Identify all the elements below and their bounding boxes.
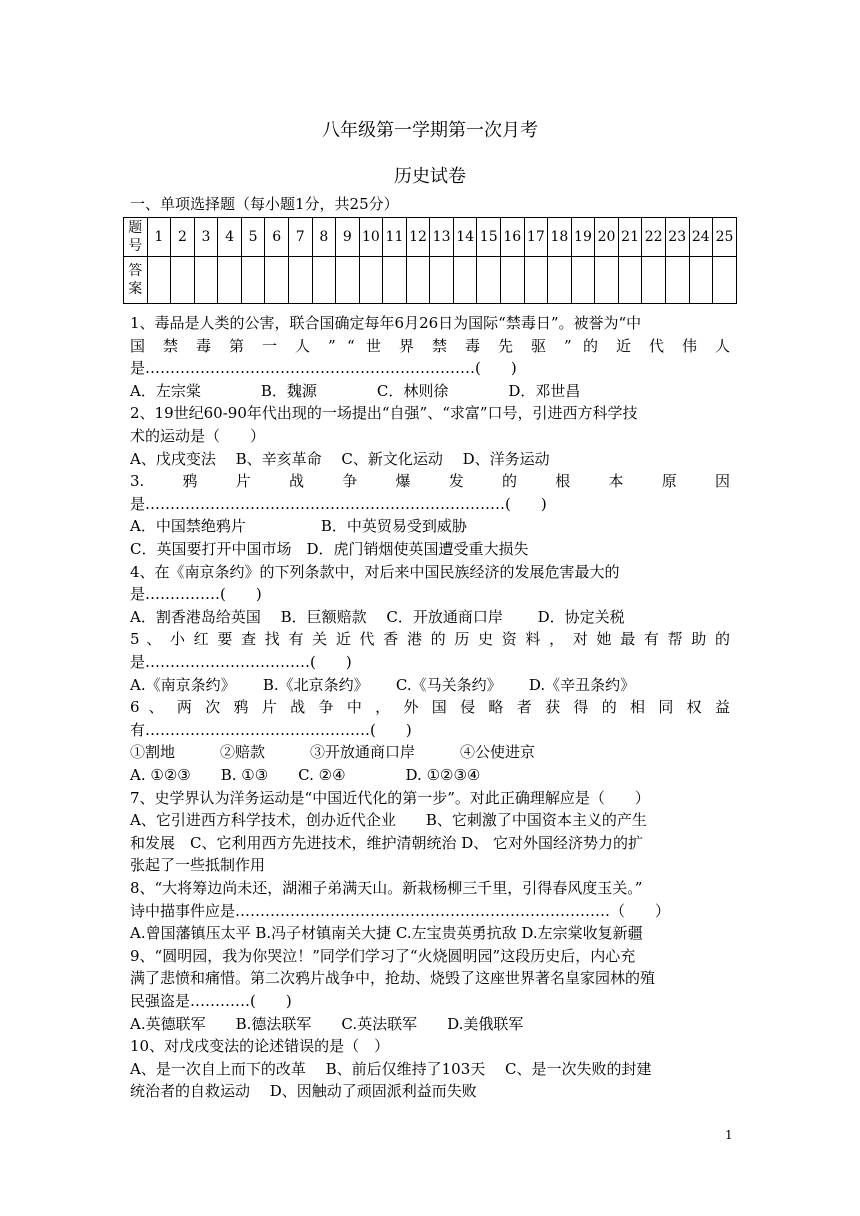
question-line: 术的运动是（ ） bbox=[130, 427, 266, 445]
question-line: A．中国禁绝鸦片 B．中英贸易受到威胁 bbox=[130, 517, 467, 536]
question-line: 民强盗是…………( ) bbox=[130, 992, 292, 1010]
answer-cell[interactable] bbox=[359, 257, 383, 304]
answer-table-answer-row bbox=[124, 257, 737, 304]
question-line: ①割地 ②赔款 ③开放通商口岸 ④公使进京 bbox=[130, 743, 536, 762]
question-number-cell: 3 bbox=[194, 218, 218, 257]
question-line: 张起了一些抵制作用 bbox=[130, 856, 266, 875]
answer-cell[interactable] bbox=[501, 257, 525, 304]
answer-cell[interactable] bbox=[642, 257, 666, 304]
question-number-cell: 12 bbox=[406, 218, 430, 257]
question-number-cell: 19 bbox=[571, 218, 595, 257]
answer-table-number-row bbox=[124, 218, 737, 257]
question-line: 诗中描事件应是…………………………………………………………………（ ） bbox=[130, 901, 671, 920]
section-heading: 一、单项选择题（每小题1分，共25分） bbox=[130, 195, 399, 213]
question-line: 国 禁 毒 第 一 人 ” “ 世 界 禁 毒 先 驱 ” 的 近 代 伟 人 bbox=[130, 336, 730, 355]
answer-cell[interactable] bbox=[383, 257, 407, 304]
question-number-cell: 15 bbox=[477, 218, 501, 257]
question-line: 是………………………………………………………………( ) bbox=[130, 494, 547, 513]
page-title: 八年级第一学期第一次月考 bbox=[322, 120, 538, 141]
question-number-cell: 10 bbox=[359, 218, 383, 257]
question-line: 9、“圆明园，我为你哭泣！”同学们学习了“火烧圆明园”这段历史后，内心充 bbox=[130, 946, 636, 965]
answer-cell[interactable] bbox=[288, 257, 312, 304]
question-number-cell: 22 bbox=[642, 218, 666, 257]
answer-cell[interactable] bbox=[430, 257, 454, 304]
page-subtitle: 历史试卷 bbox=[394, 166, 466, 187]
answer-cell[interactable] bbox=[406, 257, 430, 304]
question-number-cell: 6 bbox=[265, 218, 289, 257]
answer-cell[interactable] bbox=[218, 257, 242, 304]
answer-table-header-cell: 题号 bbox=[124, 218, 148, 257]
question-line: 3. 鸦 片 战 争 爆 发 的 根 本 原 因 bbox=[130, 472, 730, 491]
question-number-cell: 13 bbox=[430, 218, 454, 257]
answer-cell[interactable] bbox=[571, 257, 595, 304]
page-number: 1 bbox=[725, 1128, 733, 1142]
question-number-cell: 5 bbox=[241, 218, 265, 257]
question-number-cell: 16 bbox=[501, 218, 525, 257]
question-number-cell: 2 bbox=[171, 218, 195, 257]
question-line: 6 、 两 次 鸦 片 战 争 中 ， 外 国 侵 略 者 获 得 的 相 同 权 益 bbox=[130, 698, 730, 717]
question-line: 5 、 小 红 要 查 找 有 关 近 代 香 港 的 历 史 资 料 ， 对 她 最 有 帮 助 的 bbox=[130, 630, 730, 649]
question-line: A. ①②③ B. ①③ C. ②④ D. ①②③④ bbox=[130, 766, 481, 784]
question-number-cell: 25 bbox=[713, 218, 737, 257]
question-line: 8、“大将筹边尚未还，湖湘子弟满天山。新栽杨柳三千里，引得春风度玉关。” bbox=[130, 879, 643, 897]
question-line: A.英德联军 B.德法联军 C.英法联军 D.美俄联军 bbox=[130, 1014, 524, 1033]
answer-cell[interactable] bbox=[241, 257, 265, 304]
question-line: C．英国要打开中国市场 D．虎门销烟使英国遭受重大损失 bbox=[130, 540, 529, 558]
question-number-cell: 21 bbox=[618, 218, 642, 257]
answer-cell[interactable] bbox=[265, 257, 289, 304]
question-line: 有………………………………………( ) bbox=[130, 720, 412, 739]
question-line: A.《南京条约》 B.《北京条约》 C.《马关条约》 D.《辛丑条约》 bbox=[130, 675, 636, 694]
answer-cell[interactable] bbox=[689, 257, 713, 304]
question-line: 和发展 C、它利用西方先进技术，维护清朝统治 D、 它对外国经济势力的扩 bbox=[130, 833, 644, 852]
question-line: 1、毒品是人类的公害，联合国确定每年6月26日为国际“禁毒日”。被誉为“中 bbox=[130, 314, 642, 332]
question-line: A、它引进西方科学技术，创办近代企业 B、它刺激了中国资本主义的产生 bbox=[130, 811, 647, 830]
question-number-cell: 18 bbox=[548, 218, 572, 257]
answer-cell[interactable] bbox=[147, 257, 171, 304]
question-line: 是……………………………( ) bbox=[130, 653, 352, 671]
answer-cell[interactable] bbox=[477, 257, 501, 304]
question-line: 统治者的自救运动 D、因触动了顽固派利益而失败 bbox=[130, 1082, 477, 1101]
question-number-cell: 1 bbox=[147, 218, 171, 257]
answer-table-header-cell: 答案 bbox=[124, 257, 148, 304]
question-number-cell: 11 bbox=[383, 218, 407, 257]
question-line: A、是一次自上而下的改革 B、前后仅维持了103天 C、是一次失败的封建 bbox=[130, 1059, 652, 1078]
question-line: A．左宗棠 B．魏源 C．林则徐 D．邓世昌 bbox=[130, 381, 581, 400]
question-line: A.曾国藩镇压太平 B.冯子材镇南关大捷 C.左宝贵英勇抗敌 D.左宗棠收复新疆 bbox=[130, 924, 643, 943]
answer-table bbox=[123, 217, 737, 304]
answer-cell[interactable] bbox=[595, 257, 619, 304]
question-number-cell: 20 bbox=[595, 218, 619, 257]
question-number-cell: 17 bbox=[524, 218, 548, 257]
question-line: 2、19世纪60-90年代出现的一场提出“自强”、“求富”口号，引进西方科学技 bbox=[130, 404, 638, 423]
question-number-cell: 9 bbox=[336, 218, 360, 257]
question-number-cell: 23 bbox=[665, 218, 689, 257]
question-line: 是…………………………………………………………( ) bbox=[130, 359, 517, 378]
question-number-cell: 7 bbox=[288, 218, 312, 257]
question-number-cell: 4 bbox=[218, 218, 242, 257]
answer-cell[interactable] bbox=[194, 257, 218, 304]
question-line: A．割香港岛给英国 B．巨额赔款 C．开放通商口岸 D．协定关税 bbox=[130, 607, 625, 626]
answer-cell[interactable] bbox=[336, 257, 360, 304]
question-number-cell: 24 bbox=[689, 218, 713, 257]
question-line: 是……………( ) bbox=[130, 585, 262, 604]
answer-cell[interactable] bbox=[713, 257, 737, 304]
answer-cell[interactable] bbox=[665, 257, 689, 304]
question-number-cell: 8 bbox=[312, 218, 336, 257]
answer-cell[interactable] bbox=[312, 257, 336, 304]
question-number-cell: 14 bbox=[453, 218, 477, 257]
answer-cell[interactable] bbox=[171, 257, 195, 304]
answer-cell[interactable] bbox=[453, 257, 477, 304]
question-line: 满了悲愤和痛惜。第二次鸦片战争中，抢劫、烧毁了这座世界著名皇家园林的殖 bbox=[130, 969, 656, 988]
answer-cell[interactable] bbox=[524, 257, 548, 304]
question-line: 4、在《南京条约》的下列条款中，对后来中国民族经济的发展危害最大的 bbox=[130, 562, 620, 581]
question-line: A、戊戌变法 B、辛亥革命 C、新文化运动 D、洋务运动 bbox=[130, 449, 550, 468]
question-line: 7、史学界认为洋务运动是“中国近代化的第一步”。对此正确理解应是（ ） bbox=[130, 788, 650, 807]
answer-cell[interactable] bbox=[548, 257, 572, 304]
answer-cell[interactable] bbox=[618, 257, 642, 304]
question-line: 10、对戊戌变法的论述错误的是（ ） bbox=[130, 1037, 390, 1056]
